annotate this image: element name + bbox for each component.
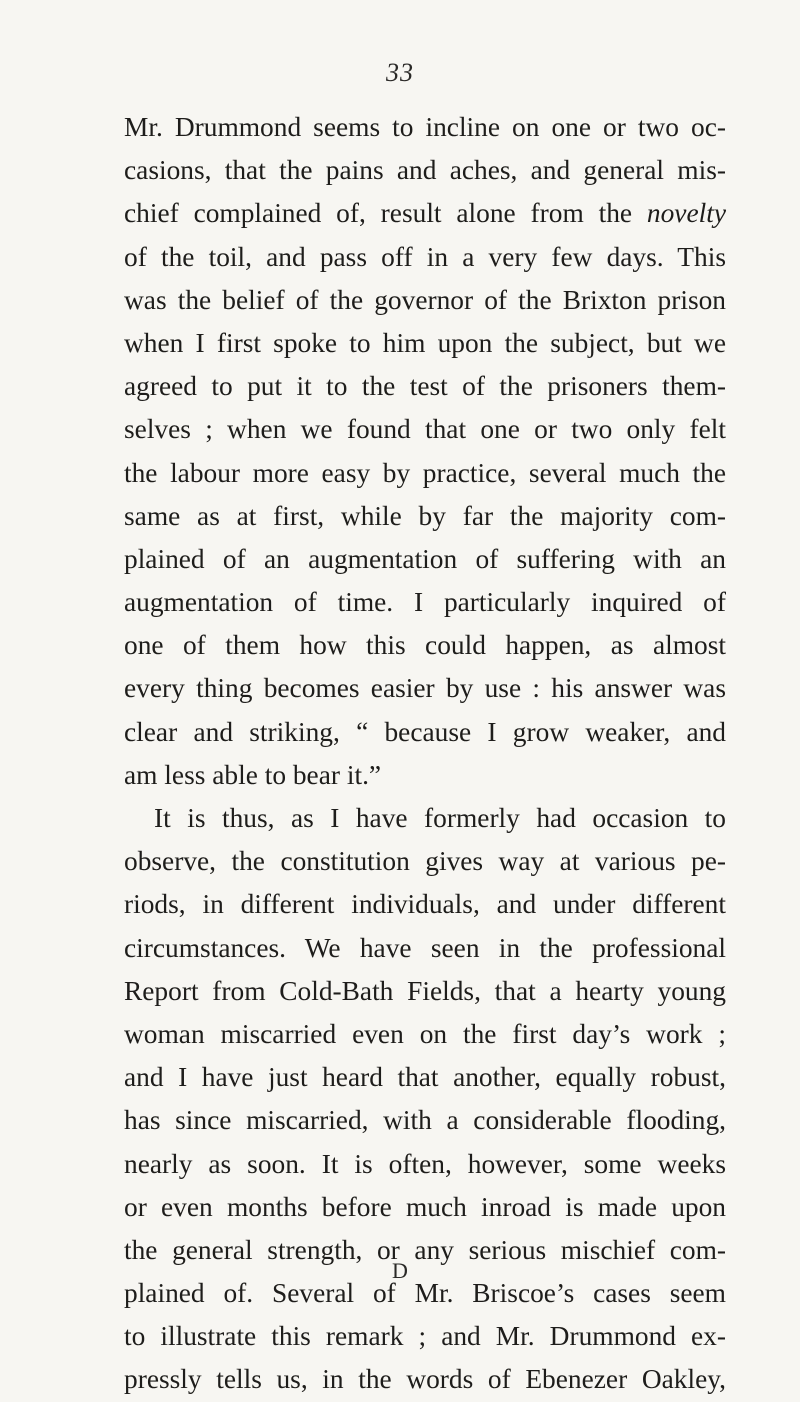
text-line: of the toil, and pass off in a very few days. This	[124, 241, 726, 272]
text-segment: chief complained of, result alone from the	[124, 198, 633, 229]
text-line: plained of. Several of Mr. Briscoe’s cases seem	[124, 1278, 726, 1309]
text-line: to illustrate this remark ; and Mr. Drummond ex-	[124, 1321, 726, 1352]
text-line: Mr. Drummond seems to incline on one or two oc-	[124, 112, 726, 142]
text-line: when I first spoke to him upon the subject, but we	[124, 327, 726, 358]
text-line: was the belief of the governor of the Brixton prison	[124, 284, 726, 315]
signature-mark: D	[392, 1258, 408, 1283]
text-line: plained of an augmentation of suffering with an	[124, 543, 726, 574]
text-line: or even months before much inroad is made upon	[124, 1191, 726, 1222]
text-line-indented: It is thus, as I have formerly had occasion to	[154, 803, 726, 833]
text-line: observe, the constitution gives way at various pe-	[124, 846, 726, 877]
text-line: and I have just heard that another, equally robust,	[124, 1062, 726, 1093]
text-line: Report from Cold-Bath Fields, that a hearty young	[124, 975, 726, 1006]
text-line: every thing becomes easier by use : his answer was	[124, 673, 726, 704]
text-line: casions, that the pains and aches, and general mis-	[124, 155, 726, 186]
text-line-last: am less able to bear it.”	[124, 759, 382, 790]
text-line: has since miscarried, with a considerable flooding,	[124, 1105, 726, 1136]
paragraph-1	[124, 106, 726, 797]
text-line: agreed to put it to the test of the prisoners them-	[124, 371, 726, 402]
text-line: the labour more easy by practice, several much the	[124, 457, 726, 488]
text-line: same as at first, while by far the majority com-	[124, 500, 726, 531]
text-line: nearly as soon. It is often, however, some weeks	[124, 1148, 726, 1179]
italic-word: novelty	[646, 198, 726, 229]
body-text	[124, 106, 726, 1402]
text-line: circumstances. We have seen in the professional	[124, 932, 726, 963]
text-line: selves ; when we found that one or two only felt	[124, 414, 726, 445]
paragraph-2	[124, 797, 726, 1402]
text-line: woman miscarried even on the first day’s work ;	[124, 1018, 726, 1049]
text-line: augmentation of time. I particularly inquired of	[124, 587, 726, 618]
text-line: riods, in different individuals, and under different	[124, 889, 726, 920]
text-line: one of them how this could happen, as almost	[124, 630, 726, 661]
text-line: the general strength, or any serious mischief com-	[124, 1234, 726, 1265]
text-line-with-italic	[124, 192, 726, 235]
text-line: pressly tells us, in the words of Ebenezer Oakley,	[124, 1364, 726, 1395]
page-number: 33	[386, 58, 414, 87]
text-line: clear and striking, “ because I grow weaker, and	[124, 716, 726, 747]
